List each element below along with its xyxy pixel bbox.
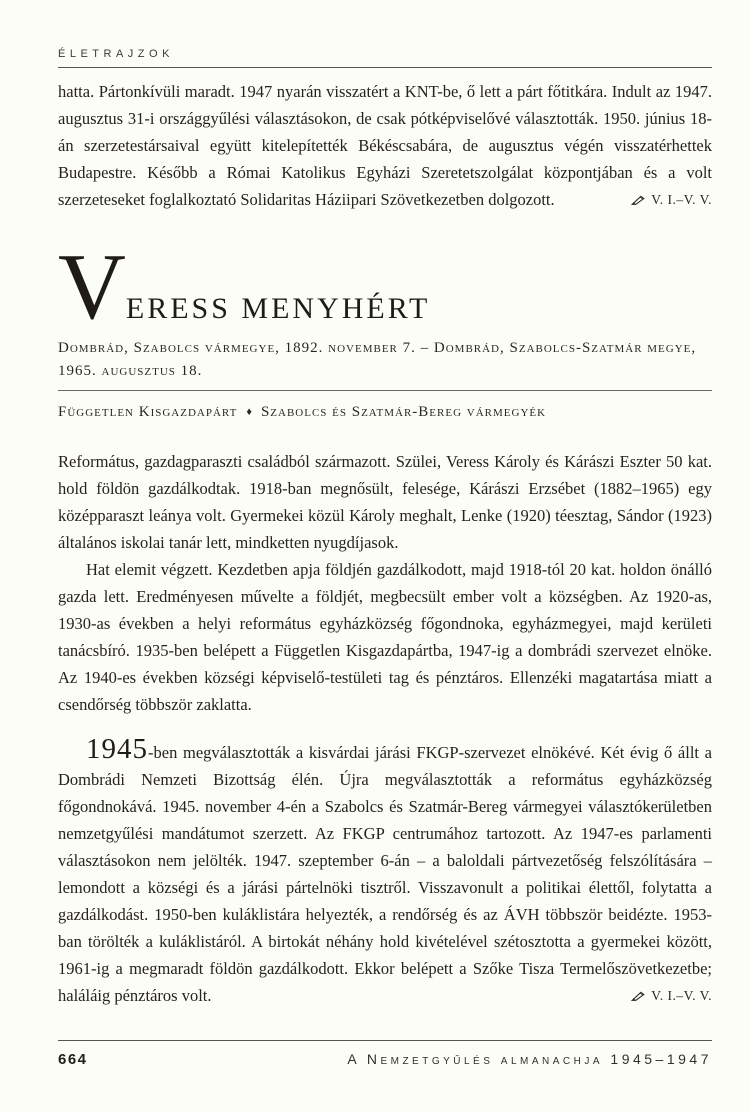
- name-drop-initial: V: [58, 235, 126, 339]
- constituency-name: Szabolcs és Szatmár-Bereg vármegyék: [260, 404, 547, 420]
- running-header-label: ÉLETRAJZOK: [58, 48, 174, 60]
- paragraph-text: -ben megválasztották a kisvárdai járási FKGP-szervezet elnökévé. Két évig ő állt a Dombrádi Nemzeti Bizottság élén. Újra megválasztották a református egyházközség főgondnokává. 1945. november 4-én a Szabolcs és Szatmár-Bereg vármegyei választókerületben nemzetgyűlési mandátumot szerzett. Az FKGP centrumához tartozott. Az 1947-es parlamenti választásokon nem jelölték. 1947. szeptember 6-án – a baloldali pártvezetőség felszólítására – lemondott a községi és a járási pártelnöki tisztről. Visszavonult a politikai élettől, folytatta a gazdálkodást. 1950-ben kuláklistára helyezték, a rendőrség és az ÁVH többször beidézte. 1953-ban törölték a kuláklistáról. A birtokát néhány hold kivételével szétosztotta a gyermekei között, 1961-ig a megmaradt földön gazdálkodott. Ekkor belépett a Szőke Tisza Termelőszövetkezetbe; haláláig pénztáros volt.: [58, 743, 712, 1005]
- author-signature: [602, 982, 712, 1009]
- author-signature: [630, 186, 712, 213]
- party-name: Független Kisgazdapárt: [58, 404, 238, 420]
- writing-hand-icon: [630, 194, 646, 206]
- entry-name: [58, 235, 712, 339]
- biography-paragraph: Református, gazdagparaszti családból származott. Szülei, Veress Károly és Kárászi Eszter 50 kat. hold földön gazdálkodtak. 1918-ban megnősült, felesége, Kárászi Erzsébet (1882–1965) egy középparaszt leánya volt. Gyermekei közül Károly meghalt, Lenke (1920) téesztag, Sándor (1923) általános iskolai tanár lett, mindketten nyugdíjasok.: [58, 452, 712, 552]
- signature-initials: V. I.–V. V.: [651, 192, 712, 207]
- paragraph-text: hatta. Pártonkívüli maradt. 1947 nyarán visszatért a KNT-be, ő lett a párt főtitkára. Indult az 1947. augusztus 31-i országgyűlési választásokon, de csak pótképviselővé választották. 1950. június 18-án szerzetestársaival együtt kitelepítették Békéscsabára, de augusztus végén visszatérhettek Budapestre. Később a Római Katolikus Egyházi Szeretetszolgálat központjában és a volt szerzeteseket foglalkoztató Solidaritas Háziipari Szövetkezetben dolgozott.: [58, 82, 712, 209]
- signature-initials: V. I.–V. V.: [651, 988, 712, 1003]
- diamond-separator-icon: ♦: [246, 406, 252, 418]
- entry-affiliation: [58, 402, 712, 423]
- entry-life-dates: Dombrád, Szabolcs vármegye, 1892. november 7. – Dombrád, Szabolcs-Szatmár megye, 1965. augusztus 18.: [58, 340, 697, 379]
- intro-continuation-paragraph: [58, 78, 712, 213]
- page-number: 664: [58, 1051, 88, 1068]
- year-drop-numeral: 1945: [86, 733, 148, 765]
- biography-entry: [58, 235, 712, 1009]
- page-footer: [58, 1040, 712, 1068]
- biography-paragraph: Hat elemit végzett. Kezdetben apja földjén gazdálkodott, majd 1918-tól 20 kat. holdon önálló gazda lett. Eredményesen művelte a földjét, megbecsült ember volt a községben. Az 1920-as, 1930-as években a helyi református egyházközség főgondnoka, egyházmegyei, majd kerületi tanácsbíró. 1935-ben belépett a Független Kisgazdapártba, 1947-ig a dombrádi szervezet elnöke. Az 1940-es években községi képviselő-testületi tag és pénztáros. Ellenzéki magatartása miatt a csendőrség többször zaklatta.: [58, 560, 712, 714]
- biography-final-paragraph: [58, 733, 712, 1009]
- name-rest: ERESS MENYHÉRT: [125, 292, 431, 325]
- running-header: [58, 48, 712, 68]
- writing-hand-icon: [630, 990, 646, 1002]
- section-divider: [58, 390, 712, 391]
- book-title: A Nemzetgyűlés almanachja 1945–1947: [347, 1051, 712, 1067]
